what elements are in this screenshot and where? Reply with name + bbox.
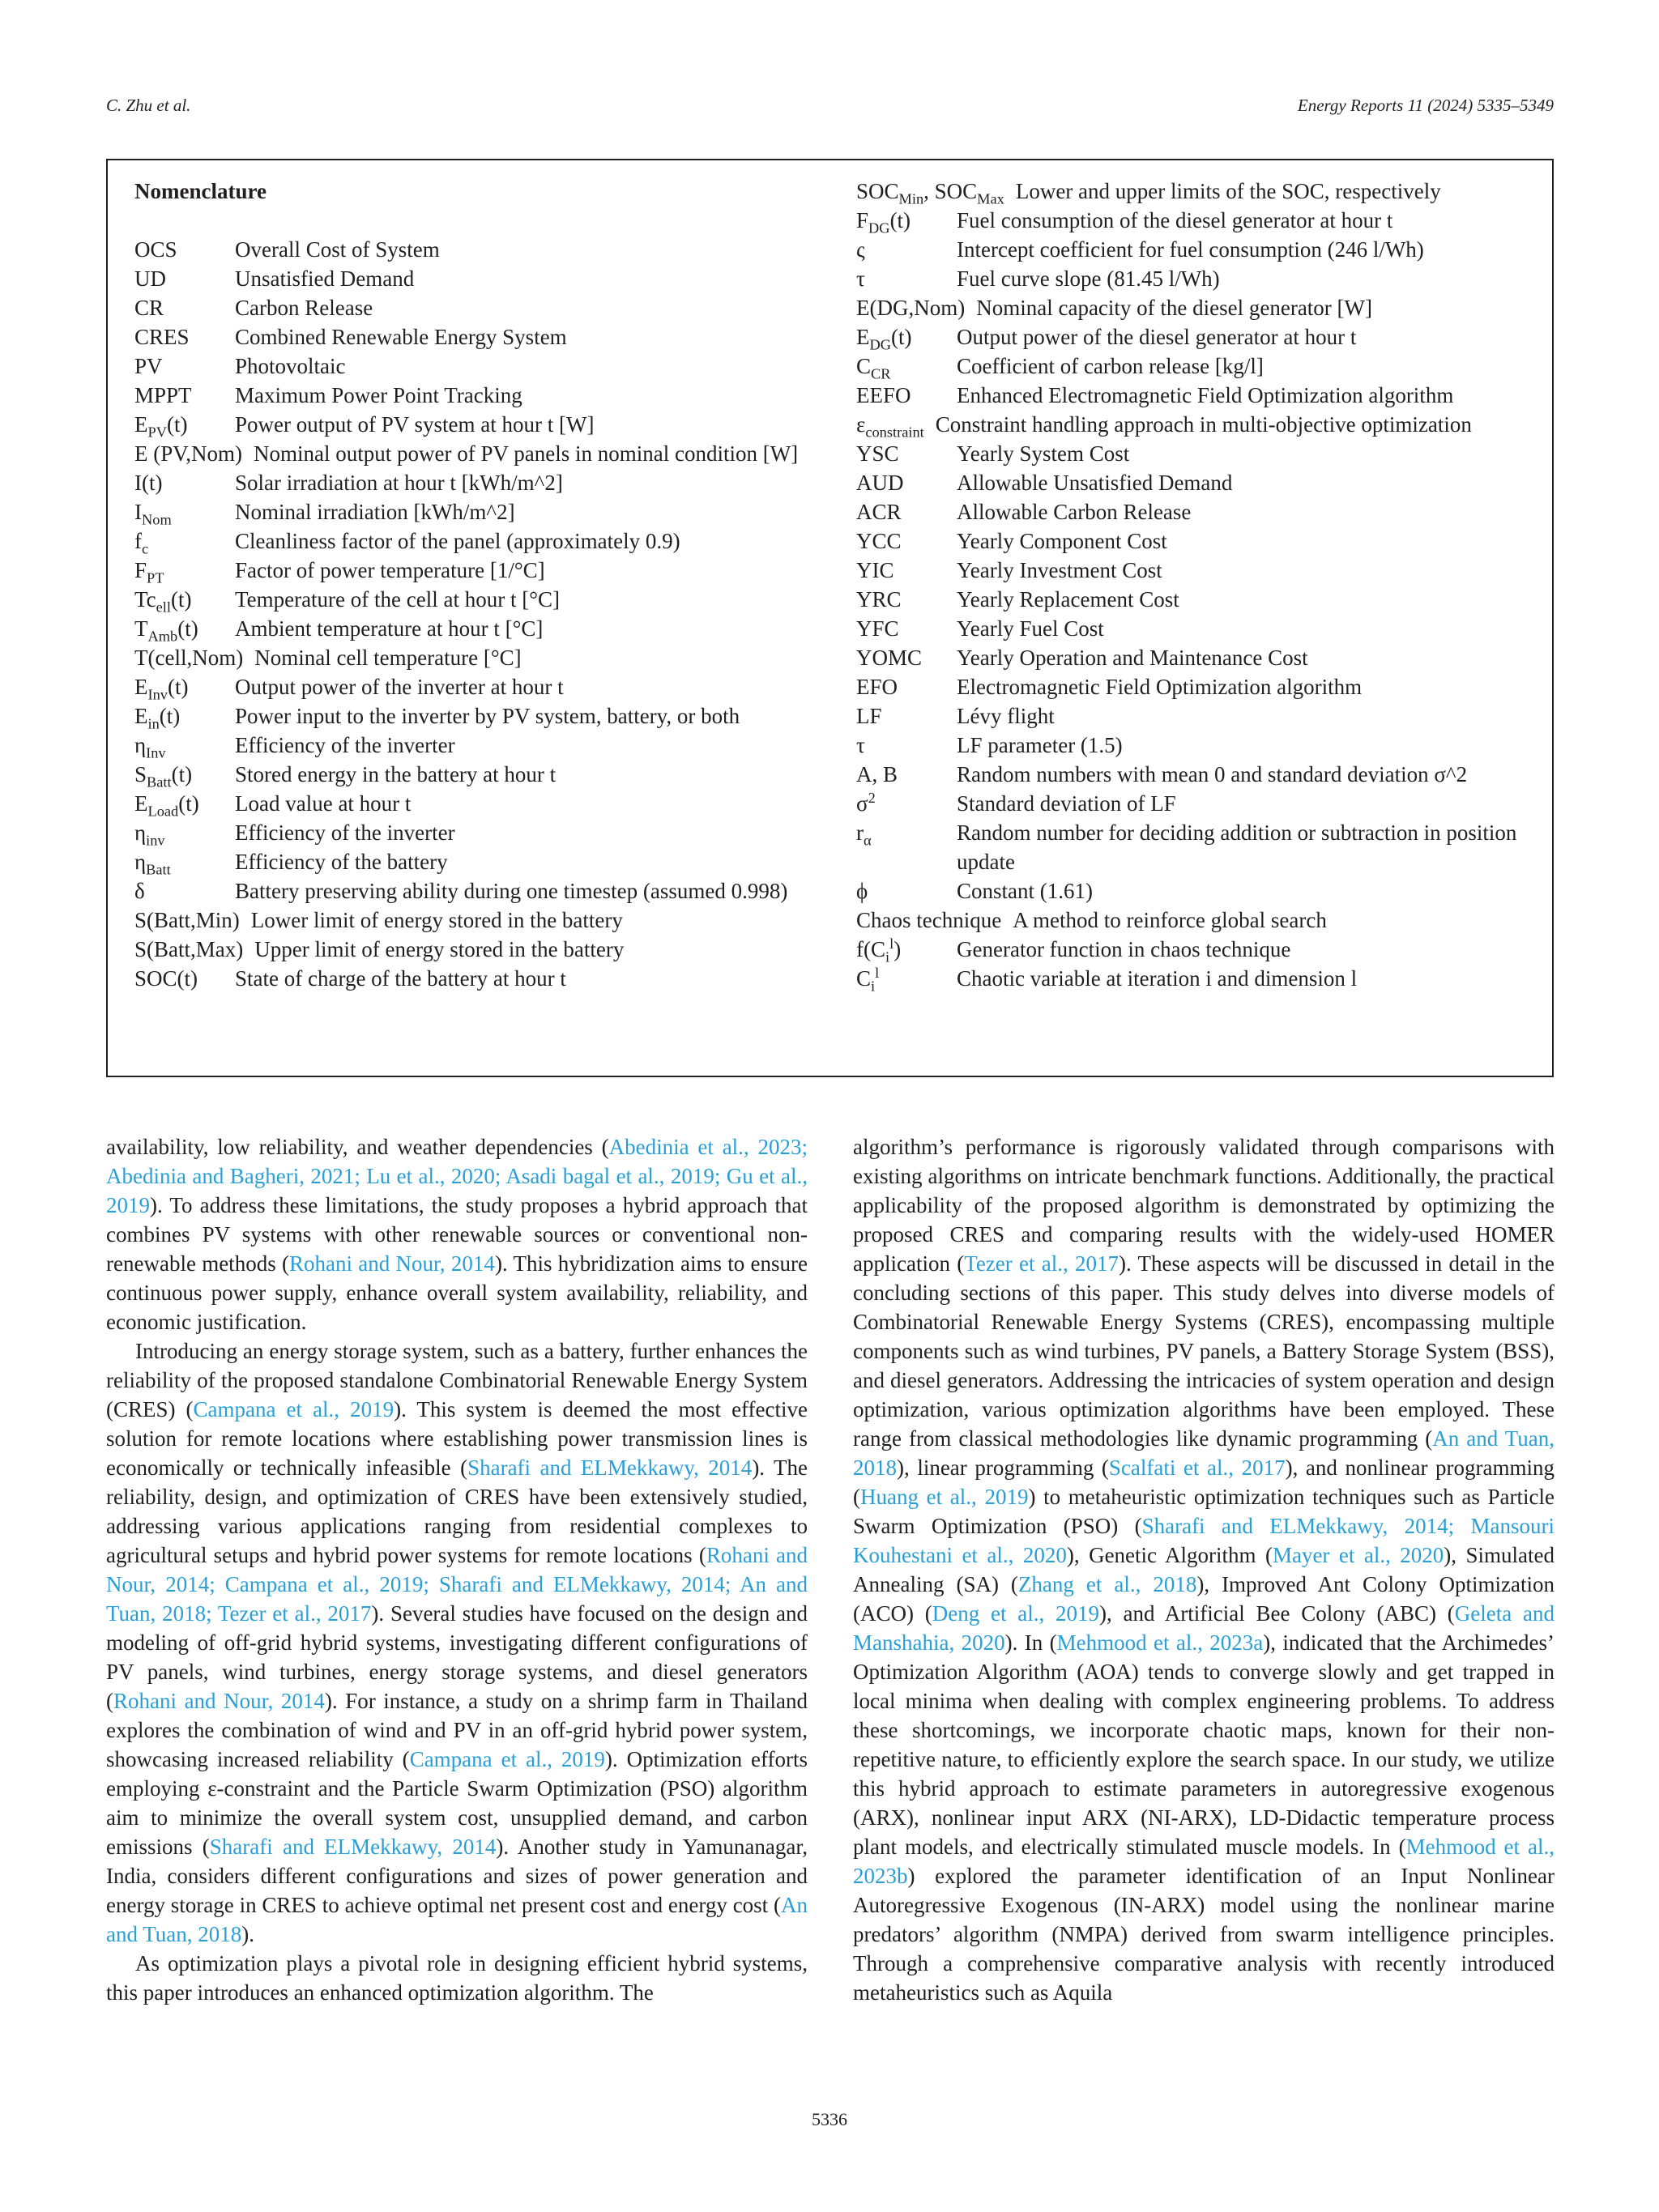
paragraph (853, 1132, 1555, 2007)
nomenclature-definition: Nominal output power of PV panels in nominal condition [W] (254, 441, 799, 466)
page-number: 5336 (812, 2109, 847, 2129)
nomenclature-entry (856, 264, 1537, 293)
body-text: ), Simulated Annealing (SA) ( (853, 1543, 1555, 1596)
citation-link[interactable]: Mehmood et al., 2023a (1056, 1630, 1264, 1655)
nomenclature-definition: State of charge of the battery at hour t (235, 966, 566, 991)
body-text: As optimization plays a pivotal role in designing efficient hybrid systems, this paper introduces an enhanced optimization algorithm. The (106, 1951, 808, 2005)
nomenclature-definition: Coefficient of carbon release [kg/l] (957, 354, 1264, 378)
nomenclature-symbol: $\eta_{Batt}$ (134, 850, 171, 878)
nomenclature-entry (856, 556, 1537, 585)
nomenclature-symbol: $\eta_{inv}$ (134, 820, 165, 849)
nomenclature-symbol: $\eta_{Inv}$ (134, 733, 166, 761)
nomenclature-entry (134, 526, 831, 556)
nomenclature-entry (856, 876, 1537, 906)
nomenclature-right-column (856, 177, 1537, 993)
body-text: ). This hybridization aims to ensure continuous power supply, enhance overall system availability, reliability, and economic justification. (106, 1251, 808, 1334)
nomenclature-entry (856, 672, 1537, 701)
nomenclature-symbol: ACR (856, 500, 902, 524)
citation-link[interactable]: Sharafi and ELMekkawy, 2014; Mansouri Kouhestani et al., 2020 (853, 1514, 1555, 1567)
body-right-column (853, 1132, 1555, 2007)
body-text: ). This system is deemed the most effective solution for remote locations where establishing power transmission lines is economically or technically infeasible ( (106, 1397, 808, 1480)
nomenclature-symbol: $r_\alpha$ (856, 820, 872, 849)
nomenclature-entry (856, 614, 1537, 643)
nomenclature-symbol: $SOC_{Min}$, $SOC_{Max}$ (856, 179, 1004, 207)
body-text: algorithm’s performance is rigorously validated through comparisons with existing algorithms on intricate benchmark functions. Additionally, the practical applicability of the proposed algorithm is demonstrated by optimizing the proposed CRES and comparing results with the widely-used HOMER application ( (853, 1135, 1555, 1276)
nomenclature-entry (134, 235, 831, 264)
nomenclature-definition: Yearly Investment Cost (957, 558, 1162, 582)
citation-link[interactable]: Rohani and Nour, 2014 (288, 1251, 495, 1276)
citation-link[interactable]: Rohani and Nour, 2014; Campana et al., 2019; Sharafi and ELMekkawy, 2014; An and Tuan, 2018; Tezer et al., 2017 (106, 1543, 808, 1626)
nomenclature-entry (856, 526, 1537, 556)
nomenclature-definition: Carbon Release (235, 296, 373, 320)
citation-link[interactable]: Scalfati et al., 2017 (1108, 1455, 1286, 1480)
body-text: ). (241, 1922, 255, 1946)
nomenclature-symbol: τ (856, 266, 865, 291)
nomenclature-symbol: EEFO (856, 383, 911, 407)
nomenclature-definition: Lévy flight (957, 704, 1055, 728)
nomenclature-definition: Yearly Fuel Cost (957, 616, 1104, 641)
nomenclature-entry (134, 585, 831, 614)
nomenclature-symbol: YFC (856, 616, 899, 641)
nomenclature-definition: Load value at hour t (235, 791, 412, 816)
nomenclature-symbol: CRES (134, 325, 190, 349)
citation-link[interactable]: Tezer et al., 2017 (964, 1251, 1120, 1276)
nomenclature-definition: Power output of PV system at hour t [W] (235, 412, 595, 437)
nomenclature-entry (134, 847, 831, 876)
nomenclature-definition: Power input to the inverter by PV system, battery, or both (235, 704, 740, 728)
nomenclature-definition: Constant (1.61) (957, 879, 1093, 903)
nomenclature-entry (134, 439, 831, 468)
body-left-column (106, 1132, 808, 2007)
body-text: ), indicated that the Archimedes’ Optimization Algorithm (AOA) tends to converge slowly and get trapped in local minima when dealing with complex engineering problems. To address these shortcomings, we incorporate chaotic maps, known for their non-repetitive nature, to efficiently explore the search space. In our study, we utilize this hybrid approach to estimate parameters in autoregressive exogenous (ARX), nonlinear input ARX (NI-ARX), LD-Didactic temperature process plant models, and electrically stimulated muscle models. In ( (853, 1630, 1555, 1859)
running-header-authors: C. Zhu et al. (106, 96, 191, 115)
nomenclature-definition: Photovoltaic (235, 354, 346, 378)
nomenclature-definition: Overall Cost of System (235, 237, 440, 262)
nomenclature-entry (134, 906, 831, 935)
nomenclature-entry (856, 760, 1537, 789)
nomenclature-definition: Nominal irradiation [kWh/m^2] (235, 500, 515, 524)
paragraph (106, 1336, 808, 1949)
nomenclature-symbol: I(t) (134, 471, 163, 495)
nomenclature-entry (856, 701, 1537, 731)
nomenclature-entry (134, 468, 831, 497)
nomenclature-symbol: $I_{Nom}$ (134, 500, 172, 528)
nomenclature-definition: Allowable Carbon Release (957, 500, 1192, 524)
nomenclature-entry (134, 935, 831, 964)
citation-link[interactable]: Huang et al., 2019 (860, 1485, 1029, 1509)
paragraph (106, 1132, 808, 1336)
nomenclature-entry (134, 264, 831, 293)
nomenclature-entry (856, 643, 1537, 672)
nomenclature-symbol: YOMC (856, 646, 923, 670)
nomenclature-symbol: YCC (856, 529, 902, 553)
nomenclature-symbol: OCS (134, 237, 177, 262)
nomenclature-symbol: $E_{Load}(t)$ (134, 791, 199, 820)
nomenclature-definition: Lower and upper limits of the SOC, respectively (1015, 179, 1441, 203)
nomenclature-definition: Fuel consumption of the diesel generator at hour t (957, 208, 1393, 232)
citation-link[interactable]: Mehmood et al., 2023b (853, 1835, 1555, 1888)
nomenclature-symbol: δ (134, 879, 145, 903)
body-text: ), Genetic Algorithm ( (1066, 1543, 1273, 1567)
nomenclature-symbol: $C_{CR}$ (856, 354, 891, 382)
nomenclature-symbol: E (PV,Nom) (134, 441, 243, 466)
nomenclature-symbol: MPPT (134, 383, 192, 407)
nomenclature-definition: Random numbers with mean 0 and standard deviation σ^2 (957, 762, 1468, 786)
nomenclature-definition: Factor of power temperature [1/°C] (235, 558, 545, 582)
nomenclature-definition: Efficiency of the inverter (235, 733, 455, 757)
nomenclature-entry (856, 935, 1537, 964)
nomenclature-definition: Maximum Power Point Tracking (235, 383, 522, 407)
nomenclature-entry (134, 410, 831, 439)
citation-link[interactable]: Geleta and Manshahia, 2020 (853, 1601, 1555, 1655)
nomenclature-entry (856, 906, 1537, 935)
nomenclature-definition: Unsatisfied Demand (235, 266, 415, 291)
nomenclature-entry (856, 235, 1537, 264)
nomenclature-entry (856, 818, 1537, 876)
nomenclature-entry (134, 497, 831, 526)
body-text: ), and nonlinear programming ( (853, 1455, 1555, 1509)
nomenclature-entry (134, 293, 831, 322)
body-text: ), and Artificial Bee Colony (ABC) ( (1099, 1601, 1455, 1626)
nomenclature-entry (134, 556, 831, 585)
nomenclature-entry (856, 789, 1537, 818)
nomenclature-definition: Yearly System Cost (957, 441, 1130, 466)
nomenclature-symbol: YSC (856, 441, 899, 466)
nomenclature-symbol: PV (134, 354, 163, 378)
nomenclature-entry (134, 876, 831, 906)
nomenclature-definition: Combined Renewable Energy System (235, 325, 567, 349)
nomenclature-entry (856, 177, 1537, 206)
citation-link[interactable]: An and Tuan, 2018 (106, 1893, 808, 1946)
nomenclature-box (106, 159, 1554, 1077)
nomenclature-definition: Efficiency of the inverter (235, 820, 455, 845)
nomenclature-entry (134, 322, 831, 352)
nomenclature-entry (856, 410, 1537, 439)
nomenclature-definition: Standard deviation of LF (957, 791, 1176, 816)
nomenclature-entry (856, 439, 1537, 468)
citation-link[interactable]: Campana et al., 2019 (193, 1397, 394, 1421)
nomenclature-symbol: $E_{PV}(t)$ (134, 412, 188, 441)
body-text: ). To address these limitations, the study proposes a hybrid approach that combines PV systems with other renewable sources or conventional non-renewable methods ( (106, 1193, 808, 1276)
body-text: ). The reliability, design, and optimization of CRES have been extensively studied, addressing various applications ranging from residential complexes to agricultural setups and hybrid power systems for remote locations ( (106, 1455, 808, 1567)
nomenclature-symbol: $T_{Amb}(t)$ (134, 616, 198, 645)
nomenclature-symbol: YIC (856, 558, 894, 582)
nomenclature-definition: Nominal cell temperature [°C] (254, 646, 522, 670)
nomenclature-symbol: LF (856, 704, 882, 728)
nomenclature-entry (134, 701, 831, 731)
nomenclature-symbol: S(Batt,Max) (134, 937, 244, 961)
nomenclature-symbol: CR (134, 296, 164, 320)
nomenclature-definition: Chaotic variable at iteration i and dimension l (957, 966, 1358, 991)
nomenclature-entry (134, 818, 831, 847)
citation-link[interactable]: Mayer et al., 2020 (1272, 1543, 1444, 1567)
nomenclature-symbol: $\varepsilon_{constraint}$ (856, 412, 924, 441)
nomenclature-definition: Enhanced Electromagnetic Field Optimization algorithm (957, 383, 1454, 407)
body-text: ). In ( (1004, 1630, 1057, 1655)
body-text: ). For instance, a study on a shrimp farm in Thailand explores the combination of wind and PV in an off-grid hybrid power system, showcasing increased reliability ( (106, 1689, 808, 1771)
nomenclature-definition: Allowable Unsatisfied Demand (957, 471, 1233, 495)
nomenclature-entry (856, 585, 1537, 614)
nomenclature-entry (856, 468, 1537, 497)
nomenclature-definition: Generator function in chaos technique (957, 937, 1291, 961)
nomenclature-entry (856, 293, 1537, 322)
nomenclature-entry (134, 672, 831, 701)
citation-link[interactable]: Sharafi and ELMekkawy, 2014 (467, 1455, 753, 1480)
nomenclature-entry (134, 381, 831, 410)
nomenclature-symbol: E(DG,Nom) (856, 296, 966, 320)
nomenclature-symbol: UD (134, 266, 166, 291)
nomenclature-entry (856, 964, 1537, 993)
nomenclature-symbol: $Tc_{ell}(t)$ (134, 587, 192, 616)
nomenclature-symbol: $f_c$ (134, 529, 149, 557)
nomenclature-symbol: ς (856, 237, 865, 262)
nomenclature-definition: Yearly Operation and Maintenance Cost (957, 646, 1308, 670)
paragraph (106, 1949, 808, 2007)
body-text: ) explored the parameter identification of an Input Nonlinear Autoregressive Exogenous (IN-ARX) model using the nonlinear marine predators’ algorithm (NMPA) derived from swarm intelligence principles. Through a comprehensive comparative analysis with recently introduced metaheuristics such as Aquila (853, 1864, 1555, 2005)
nomenclature-entry (134, 964, 831, 993)
body-text: ), linear programming ( (897, 1455, 1109, 1480)
body-text: ). Another study in Yamunanagar, India, considers different configurations and sizes of power generation and energy storage in CRES to achieve optimal net present cost and energy cost ( (106, 1835, 808, 1917)
nomenclature-definition: Intercept coefficient for fuel consumption (246 l/Wh) (957, 237, 1424, 262)
nomenclature-symbol: SOC(t) (134, 966, 198, 991)
nomenclature-symbol: $E_{in}(t)$ (134, 704, 181, 732)
nomenclature-entry (134, 614, 831, 643)
nomenclature-definition: Stored energy in the battery at hour t (235, 762, 557, 786)
body-text: ). Several studies have focused on the design and modeling of off-grid hybrid systems, investigating different configurations of PV panels, wind turbines, energy storage systems, and diesel generators ( (106, 1601, 808, 1713)
running-header-journal: Energy Reports 11 (2024) 5335–5349 (1297, 96, 1554, 115)
nomenclature-definition: Efficiency of the battery (235, 850, 448, 874)
nomenclature-entry (134, 789, 831, 818)
nomenclature-symbol: τ (856, 733, 865, 757)
nomenclature-definition: LF parameter (1.5) (957, 733, 1123, 757)
nomenclature-symbol: YRC (856, 587, 902, 612)
nomenclature-definition: Output power of the diesel generator at hour t (957, 325, 1357, 349)
nomenclature-left-column (134, 177, 831, 993)
nomenclature-definition: Temperature of the cell at hour t [°C] (235, 587, 560, 612)
body-text: ). These aspects will be discussed in detail in the concluding sections of this paper. This study delves into diverse models of Combinatorial Renewable Energy Systems (CRES), encompassing multiple components such as wind turbines, PV panels, a Battery Storage System (BSS), and diesel generators. Addressing the intricacies of system operation and design optimization, various optimization algorithms have been employed. These range from classical methodologies like dynamic programming ( (853, 1251, 1555, 1451)
nomenclature-symbol: S(Batt,Min) (134, 908, 240, 932)
citation-link[interactable]: Sharafi and ELMekkawy, 2014 (209, 1835, 497, 1859)
nomenclature-symbol: Chaos technique (856, 908, 1002, 932)
nomenclature-definition: Lower limit of energy stored in the battery (250, 908, 623, 932)
citation-link[interactable]: Abedinia et al., 2023; Abedinia and Bagheri, 2021; Lu et al., 2020; Asadi bagal et al., 2019; Gu et al., 2019 (106, 1135, 808, 1217)
nomenclature-entry (134, 760, 831, 789)
nomenclature-entry (856, 381, 1537, 410)
nomenclature-definition: Cleanliness factor of the panel (approximately 0.9) (235, 529, 680, 553)
nomenclature-symbol: $F_{DG}(t)$ (856, 208, 911, 237)
nomenclature-symbol: $E_{DG}(t)$ (856, 325, 912, 353)
nomenclature-entry (856, 497, 1537, 526)
citation-link[interactable]: Campana et al., 2019 (409, 1747, 605, 1771)
nomenclature-symbol: $S_{Batt}(t)$ (134, 762, 193, 791)
nomenclature-definition: Yearly Component Cost (957, 529, 1167, 553)
nomenclature-symbol: ϕ (856, 879, 868, 903)
nomenclature-symbol: EFO (856, 675, 898, 699)
body-text: ) to metaheuristic optimization techniques such as Particle Swarm Optimization (PSO) ( (853, 1485, 1555, 1538)
nomenclature-symbol: $F_{PT}$ (134, 558, 164, 586)
nomenclature-definition: A method to reinforce global search (1013, 908, 1327, 932)
citation-link[interactable]: Rohani and Nour, 2014 (113, 1689, 325, 1713)
nomenclature-symbol: A, B (856, 762, 898, 786)
nomenclature-definition: Yearly Replacement Cost (957, 587, 1179, 612)
nomenclature-entry (856, 206, 1537, 235)
nomenclature-definition: Fuel curve slope (81.45 l/Wh) (957, 266, 1220, 291)
nomenclature-entry (856, 352, 1537, 381)
nomenclature-entry (856, 322, 1537, 352)
nomenclature-definition: Battery preserving ability during one timestep (assumed 0.998) (235, 879, 788, 903)
nomenclature-definition: Ambient temperature at hour t [°C] (235, 616, 544, 641)
nomenclature-entry (134, 731, 831, 760)
nomenclature-definition: Electromagnetic Field Optimization algorithm (957, 675, 1363, 699)
body-text: ), Improved Ant Colony Optimization (ACO) ( (853, 1572, 1555, 1626)
nomenclature-definition: Output power of the inverter at hour t (235, 675, 564, 699)
citation-link[interactable]: Zhang et al., 2018 (1017, 1572, 1197, 1596)
nomenclature-definition: Random number for deciding addition or subtraction in position update (957, 820, 1517, 874)
nomenclature-entry (856, 731, 1537, 760)
body-text: availability, low reliability, and weather dependencies ( (106, 1135, 609, 1159)
nomenclature-symbol: $f(C_i^l)$ (856, 936, 902, 965)
nomenclature-definition: Nominal capacity of the diesel generator [W] (976, 296, 1373, 320)
nomenclature-definition: Upper limit of energy stored in the battery (254, 937, 625, 961)
body-text: Introducing an energy storage system, such as a battery, further enhances the reliability of the proposed standalone Combinatorial Renewable Energy System (CRES) ( (106, 1339, 808, 1421)
nomenclature-symbol: T(cell,Nom) (134, 646, 244, 670)
nomenclature-entry (134, 352, 831, 381)
nomenclature-entry (134, 643, 831, 672)
body-text: ). Optimization efforts employing ε-constraint and the Particle Swarm Optimization (PSO) algorithm aim to minimize the overall system cost, unsupplied demand, and carbon emissions ( (106, 1747, 808, 1859)
citation-link[interactable]: Deng et al., 2019 (932, 1601, 1100, 1626)
nomenclature-symbol: $C_i^l$ (856, 965, 880, 995)
nomenclature-definition: Constraint handling approach in multi-objective optimization (935, 412, 1472, 437)
nomenclature-definition: Solar irradiation at hour t [kWh/m^2] (235, 471, 563, 495)
citation-link[interactable]: An and Tuan, 2018 (853, 1426, 1555, 1480)
nomenclature-symbol: AUD (856, 471, 904, 495)
nomenclature-symbol: $\sigma^2$ (856, 790, 876, 816)
nomenclature-symbol: $E_{Inv}(t)$ (134, 675, 189, 703)
nomenclature-title: Nomenclature (134, 179, 267, 203)
